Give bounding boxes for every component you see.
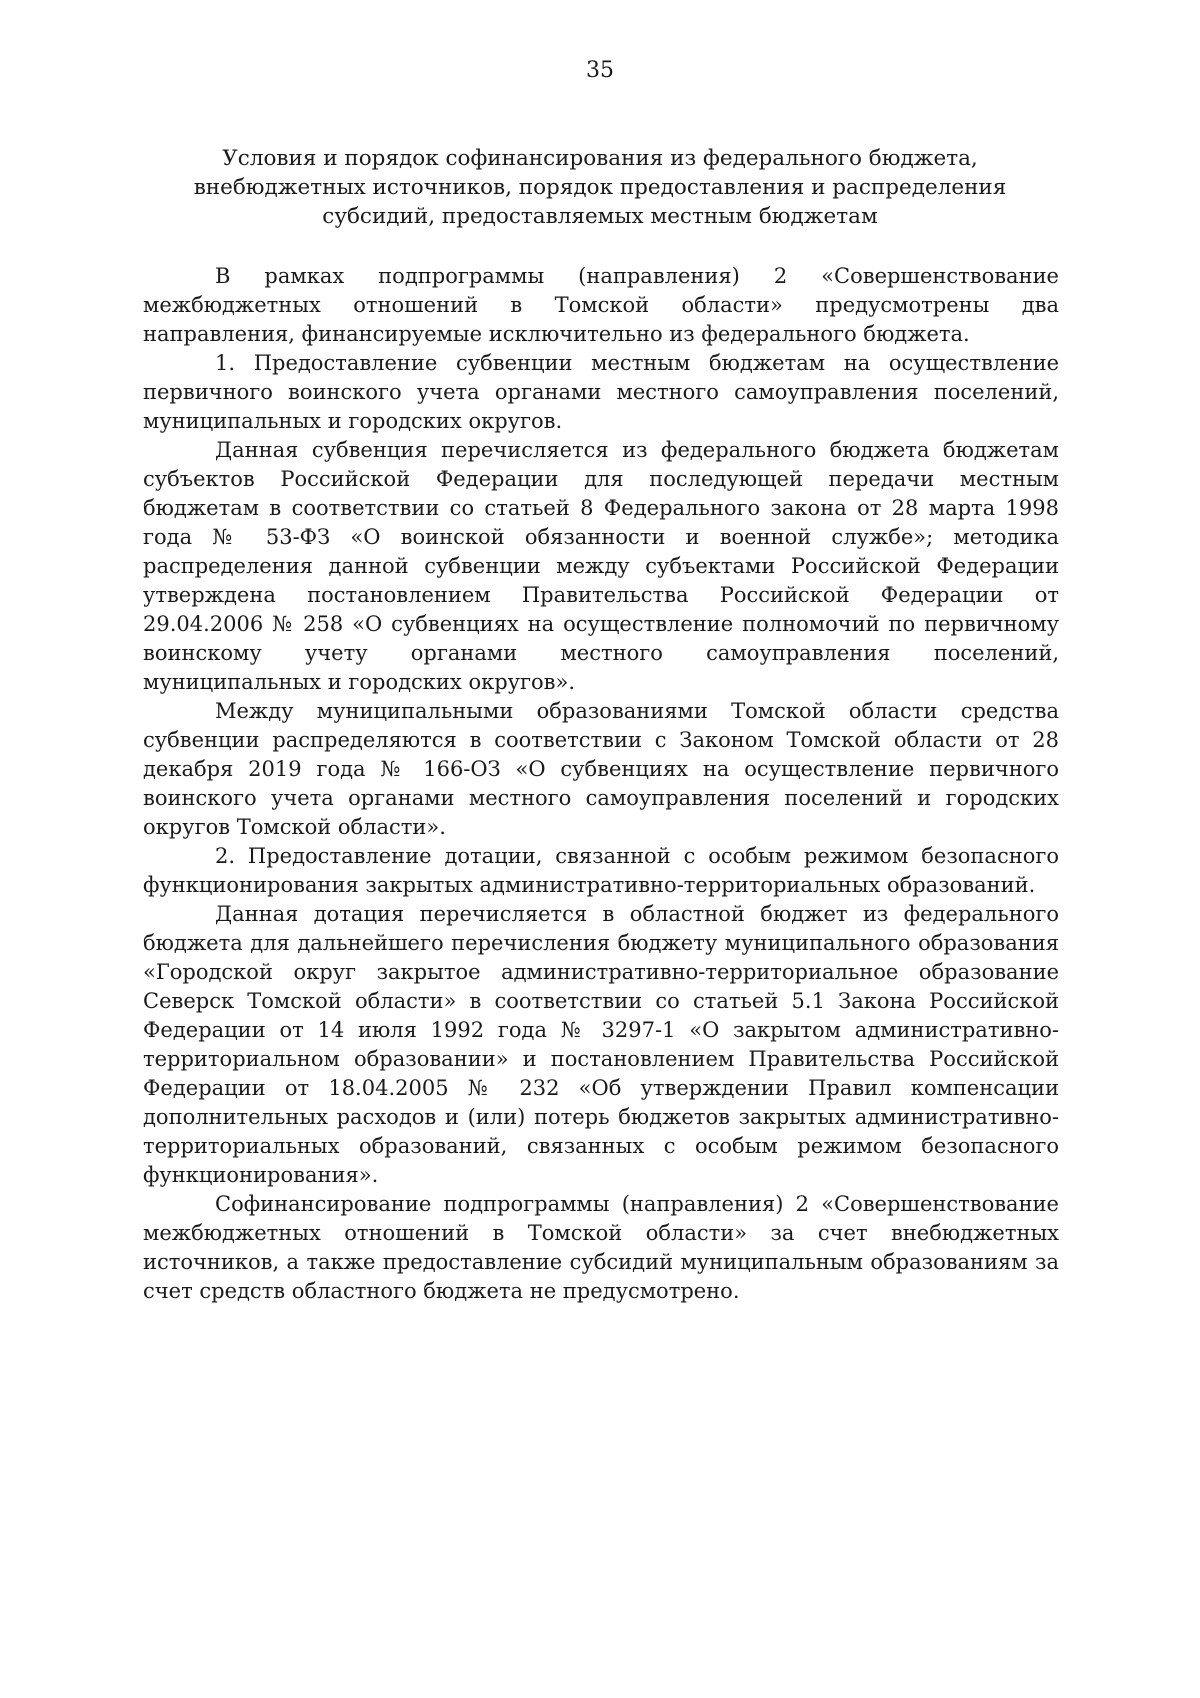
title-line: внебюджетных источников, порядок предоставления и распределения (193, 175, 1007, 200)
paragraph-item-1: 1. Предоставление субвенции местным бюджетам на осуществление первичного воинского учета органами местного самоуправления поселений, муниципальных и городских округов. (143, 351, 1059, 433)
page-number: 35 (586, 58, 614, 83)
paragraph-subvention-details: Данная субвенция перечисляется из федерального бюджета бюджетам субъектов Российской Федерации для последующей передачи местным бюджетам в соответствии со статьей 8 Федерального закона от 28 марта 1998 года № 53-ФЗ «О воинской обязанности и военной службе»; методика распределения данной субвенции между субъектами Российской Федерации утверждена постановлением Правительства Российской Федерации от 29.04.2006 № 258 «О субвенциях на осуществление полномочий по первичному воинскому учету органами местного самоуправления поселений, муниципальных и городских округов». (143, 438, 1059, 694)
paragraph-grant-details: Данная дотация перечисляется в областной бюджет из федерального бюджета для дальнейшего перечисления бюджету муниципального образования «Городской округ закрытое административно-территориальное образование Северск Томской области» в соответствии со статьей 5.1 Закона Российской Федерации от 14 июля 1992 года № 3297-1 «О закрытом административно-территориальном образовании» и постановлением Правительства Российской Федерации от 18.04.2005 № 232 «Об утверждении Правил компенсации дополнительных расходов и (или) потерь бюджетов закрытых административно-территориальных образований, связанных с особым режимом безопасного функционирования». (143, 902, 1059, 1187)
title-line: субсидий, предоставляемых местным бюджетам (322, 204, 878, 229)
paragraph-item-2: 2. Предоставление дотации, связанной с особым режимом безопасного функционирования закрытых административно-территориальных образований. (143, 844, 1059, 897)
paragraph-subvention-distribution: Между муниципальными образованиями Томской области средства субвенции распределяются в соответствии с Законом Томской области от 28 декабря 2019 года № 166-ОЗ «О субвенциях на осуществление первичного воинского учета органами местного самоуправления поселений и городских округов Томской области». (143, 699, 1059, 839)
section-title (140, 144, 1060, 231)
document-body (143, 262, 1059, 1306)
title-line: Условия и порядок софинансирования из федерального бюджета, (222, 146, 978, 171)
paragraph-cofinancing: Софинансирование подпрограммы (направления) 2 «Совершенствование межбюджетных отношений в Томской области» за счет внебюджетных источников, а также предоставление субсидий муниципальным образованиям за счет средств областного бюджета не предусмотрено. (143, 1192, 1059, 1303)
paragraph-intro: В рамках подпрограммы (направления) 2 «Совершенствование межбюджетных отношений в Томской области» предусмотрены два направления, финансируемые исключительно из федерального бюджета. (143, 264, 1059, 346)
